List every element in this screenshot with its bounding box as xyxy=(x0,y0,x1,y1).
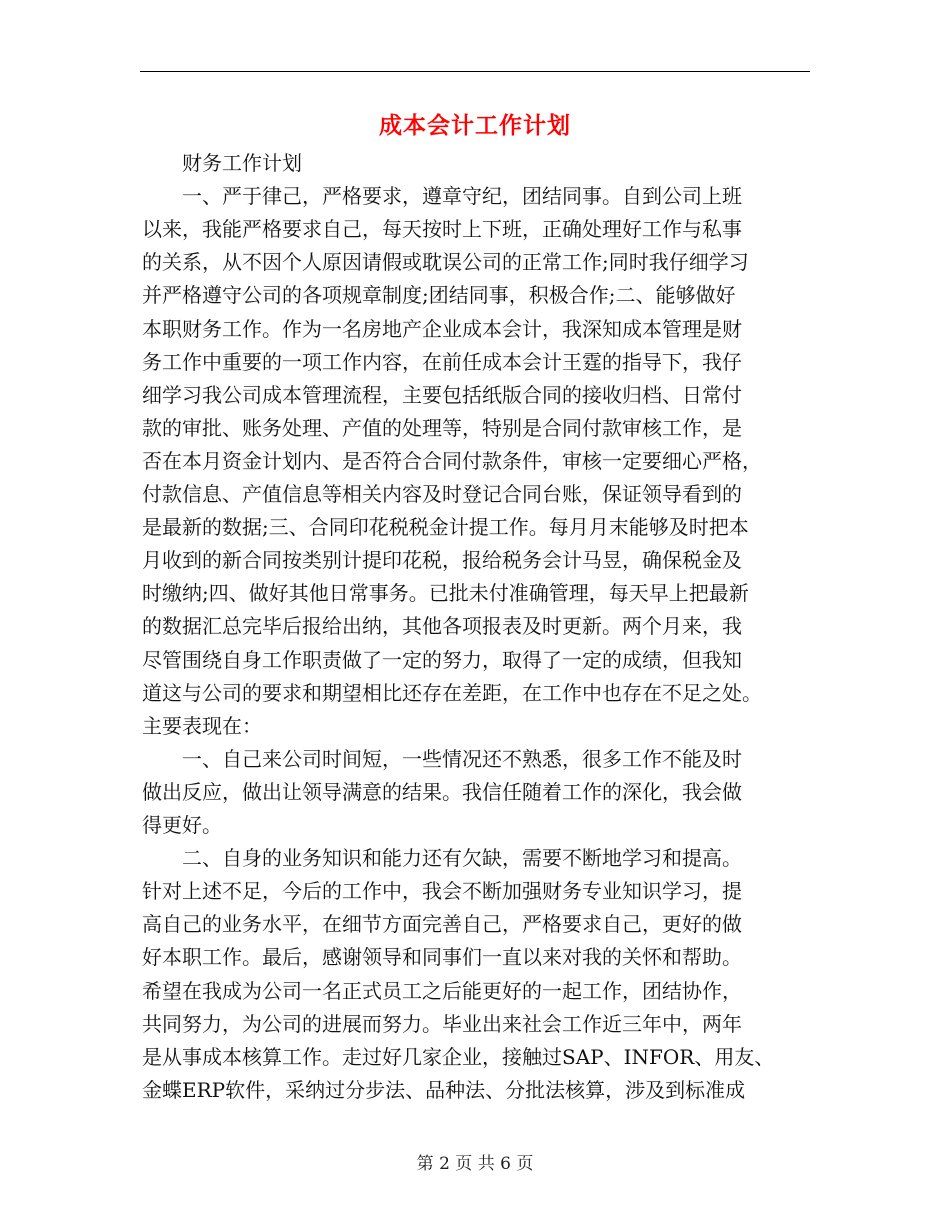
body-line: 针对上述不足，今后的工作中，我会不断加强财务专业知识学习，提 xyxy=(142,879,742,904)
body-line: 做出反应，做出让领导满意的结果。我信任随着工作的深化，我会做 xyxy=(142,779,742,804)
body-line: 得更好。 xyxy=(142,813,222,837)
body-line: 希望在我成为公司一名正式员工之后能更好的一起工作，团结协作， xyxy=(142,978,742,1003)
body-line: 尽管围绕自身工作职责做了一定的努力，取得了一定的成绩，但我知 xyxy=(142,647,742,672)
body-line: 一、严于律己，严格要求，遵章守纪，团结同事。自到公司上班 xyxy=(142,184,742,209)
body-line: 二、自身的业务知识和能力还有欠缺，需要不断地学习和提高。 xyxy=(142,846,742,871)
body-line: 以来，我能严格要求自己，每天按时上下班，正确处理好工作与私事 xyxy=(142,217,742,242)
body-line: 务工作中重要的一项工作内容，在前任成本会计王霆的指导下，我仔 xyxy=(142,349,742,374)
body-line: 主要表现在： xyxy=(142,713,262,738)
body-line: 共同努力，为公司的进展而努力。毕业出来社会工作近三年中，两年 xyxy=(142,1011,742,1036)
body-line: 款的审批、账务处理、产值的处理等，特别是合同付款审核工作，是 xyxy=(142,415,742,440)
body-line: 一、自己来公司时间短，一些情况还不熟悉，很多工作不能及时 xyxy=(142,746,742,771)
body-line: 道这与公司的要求和期望相比还存在差距，在工作中也存在不足之处。 xyxy=(142,680,762,705)
body-line: 是最新的数据;三、合同印花税税金计提工作。每月月末能够及时把本 xyxy=(142,515,749,540)
body-line: 月收到的新合同按类别计提印花税，报给税务会计马昱，确保税金及 xyxy=(142,548,742,573)
body-line: 否在本月资金计划内、是否符合合同付款条件，审核一定要细心严格， xyxy=(142,448,762,473)
body-line: 金蝶ERP软件，采纳过分步法、品种法、分批法核算，涉及到标准成 xyxy=(142,1077,746,1102)
body-line: 高自己的业务水平，在细节方面完善自己，严格要求自己，更好的做 xyxy=(142,912,742,937)
body-line: 的关系，从不因个人原因请假或耽误公司的正常工作;同时我仔细学习 xyxy=(142,250,749,275)
body-line: 的数据汇总完毕后报给出纳，其他各项报表及时更新。两个月来，我 xyxy=(142,614,742,639)
body-line: 本职财务工作。作为一名房地产企业成本会计，我深知成本管理是财 xyxy=(142,316,742,341)
body-line: 时缴纳;四、做好其他日常事务。已批未付准确管理，每天早上把最新 xyxy=(142,581,749,606)
body-line: 财务工作计划 xyxy=(142,151,302,175)
body-line: 好本职工作。最后，感谢领导和同事们一直以来对我的关怀和帮助。 xyxy=(142,945,742,970)
body-line: 并严格遵守公司的各项规章制度;团结同事，积极合作;二、能够做好 xyxy=(142,283,736,308)
body-line: 是从事成本核算工作。走过好几家企业，接触过SAP、INFOR、用友、 xyxy=(142,1044,775,1069)
body-line: 细学习我公司成本管理流程，主要包括纸版合同的接收归档、日常付 xyxy=(142,382,742,407)
page-footer: 第 2 页 共 6 页 xyxy=(416,1154,534,1174)
body-line: 付款信息、产值信息等相关内容及时登记合同台账，保证领导看到的 xyxy=(142,482,742,506)
document-title: 成本会计工作计划 xyxy=(379,112,571,139)
header-rule xyxy=(140,71,810,72)
